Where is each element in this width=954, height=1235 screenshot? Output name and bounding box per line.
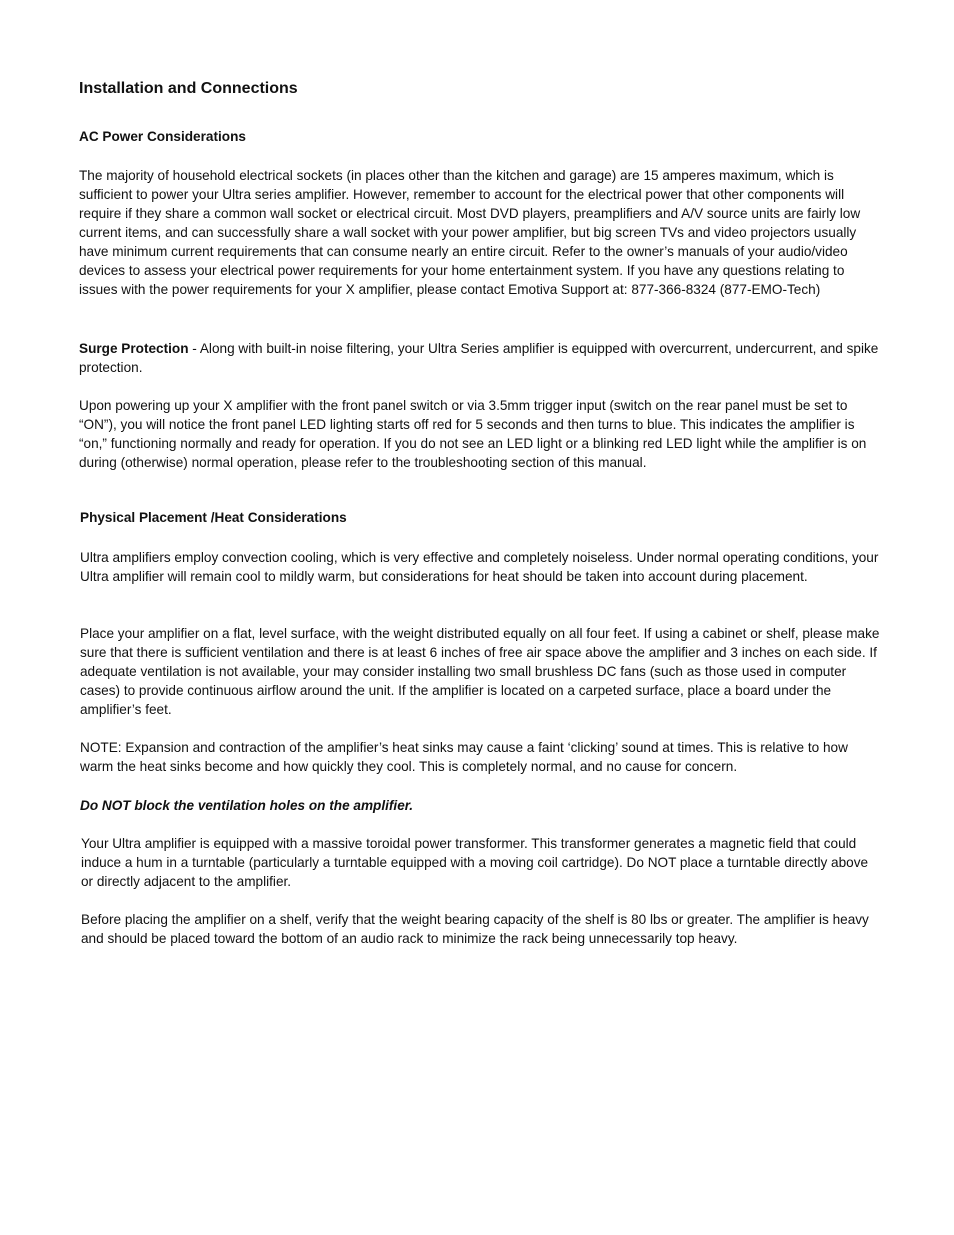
surge-protection-paragraph — [79, 339, 879, 377]
section-heading-placement: Physical Placement /Heat Considerations — [80, 510, 347, 525]
page-title: Installation and Connections — [79, 80, 298, 97]
note-paragraph: NOTE: Expansion and contraction of the amplifier’s heat sinks may cause a faint ‘clicking’ sound at times. This is relative to how warm the heat sinks become and how quickly they cool. This is completely normal, and no cause for concern. — [80, 740, 848, 774]
ac-power-paragraph: The majority of household electrical sockets (in places other than the kitchen and garage) are 15 amperes maximum, which is sufficient to power your Ultra series amplifier. However, remember to account for the electrical power that other components will require if they share a common wall socket or electrical circuit. Most DVD players, preamplifiers and A/V source units are fairly low current items, and can successfully share a wall socket with your power amplifier, but big screen TVs and video projectors usually have minimum current requirements that can consume nearly an entire circuit. Refer to the owner’s manuals of your audio/video devices to assess your electrical power requirements for your home entertainment system. If you have any questions relating to issues with the power requirements for your X amplifier, please contact Emotiva Support at: 877-366-8324 (877-EMO-Tech) — [79, 168, 861, 297]
transformer-paragraph: Your Ultra amplifier is equipped with a massive toroidal power transformer. This transformer generates a magnetic field that could induce a hum in a turntable (particularly a turntable equipped with a moving coil cartridge). Do NOT place a turntable directly above or directly adjacent to the amplifier. — [81, 836, 869, 889]
convection-paragraph: Ultra amplifiers employ convection cooling, which is very effective and completely noiseless. Under normal operating conditions, your Ultra amplifier will remain cool to mildly warm, but considerations for heat should be taken into account during placement. — [80, 550, 879, 584]
surge-protection-text: - Along with built-in noise filtering, your Ultra Series amplifier is equipped with overcurrent, undercurrent, and spike protection. — [79, 341, 879, 375]
ventilation-warning: Do NOT block the ventilation holes on the amplifier. — [80, 798, 414, 813]
section-heading-ac-power: AC Power Considerations — [79, 129, 246, 144]
shelf-capacity-paragraph: Before placing the amplifier on a shelf, verify that the weight bearing capacity of the shelf is 80 lbs or greater. The amplifier is heavy and should be placed toward the bottom of an audio rack to minimize the rack being unnecessarily top heavy. — [81, 912, 869, 946]
power-up-paragraph: Upon powering up your X amplifier with the front panel switch or via 3.5mm trigger input (switch on the rear panel must be set to “ON”), you will notice the front panel LED lighting starts off red for 5 seconds and then turns to blue. This indicates the amplifier is “on,” functioning normally and ready for operation. If you do not see an LED light or a blinking red LED light while the amplifier is on during (otherwise) normal operation, please refer to the troubleshooting section of this manual. — [79, 398, 867, 470]
surge-protection-label: Surge Protection — [79, 341, 189, 356]
placement-paragraph: Place your amplifier on a flat, level surface, with the weight distributed equally on all four feet. If using a cabinet or shelf, please make sure that there is sufficient ventilation and there is at least 6 inches of free air space above the amplifier and 3 inches on each side. If adequate ventilation is not available, your may consider installing two small brushless DC fans (such as those used in computer cases) to provide continuous airflow around the unit. If the amplifier is located on a carpeted surface, place a board under the amplifier’s feet. — [80, 626, 880, 717]
